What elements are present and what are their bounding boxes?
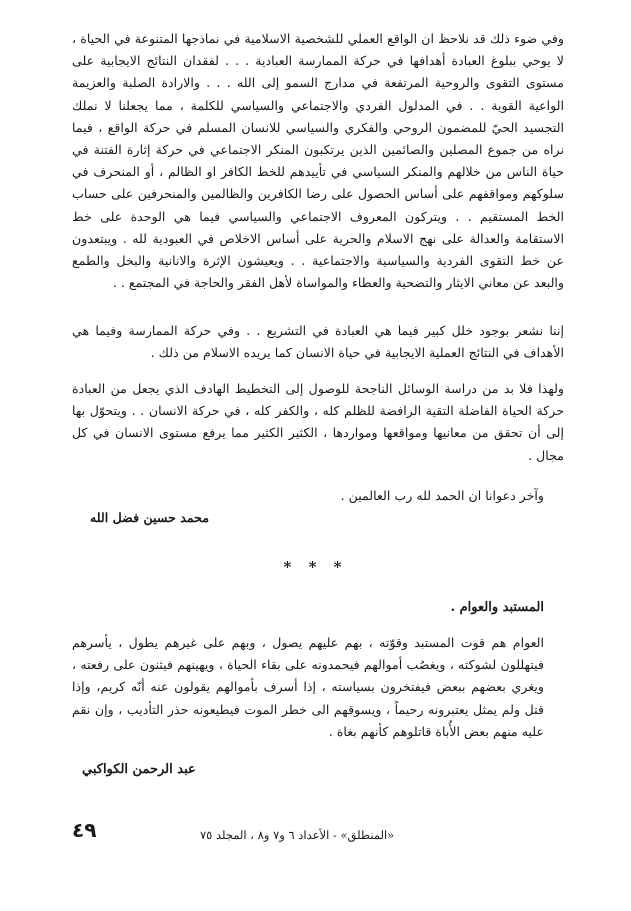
need-paragraph: ولهذا فلا بد من دراسة الوسائل الناجحة للوصول إلى التخطيط الهادف الذي يجعل من العبادة حركة الحياة الفاضلة التقية الرافضة للظلم كله ، والكفر كله ، في حركة الانسان . . ويتحوّل بها إلى أن تحقق من معانيها ومواقعها ومواردها ، الكثير الكثير مما يرفع مستوى الانسان في كل مجال . bbox=[72, 381, 564, 463]
quote-author-signature: عبد الرحمن الكواكبي bbox=[82, 762, 196, 777]
quote-section-title: المستبد والعوام . bbox=[450, 600, 544, 615]
closing-prayer-line: وآخر دعوانا ان الحمد لله رب العالمين . bbox=[340, 488, 544, 503]
page-number: ٤٩ bbox=[72, 818, 97, 842]
quote-paragraph: العوام هم قوت المستبد وقوّته ، بهم عليهم يصول ، وبهم على غيرهم يطول ، يأسرهم فيتهللون لشوكته ، ويغصُب أموالهم فيحمدونه على بقاء الحياة ، ويهينهم فيثنون على رفعته ، ويغري بعضهم ببعض فيفتخرون بسياسته ، إذا أسرف بأموالهم يقولون عنه أنّه كريم، وإذا قتل ولم يمثل يعتبرونه رحيماً ، ويسوقهم الى خطر الموت فيطيعونه حذر التأديب ، وإن نقم عليه منهم بعض الأُباة قاتلوهم كأنهم بغاة . bbox=[72, 635, 544, 739]
closing-section bbox=[72, 320, 564, 364]
quote-section bbox=[72, 632, 544, 743]
main-paragraph: وفي ضوء ذلك قد نلاحظ ان الواقع العملي للشخصية الاسلامية في نماذجها المتنوعة في الحياة ، لا يوحي ببلوغ العبادة أهدافها في حركة الممارسة العبادية . . . لفقدان النتائج الايجابية على مستوى التقوى والروحية المرتفعة في مدارج السمو إلى الله . . . والارادة الصلبة والعزيمة الواعية القوية . . في المدلول الفردي والاجتماعي والسياسي للكلمة ، مما يجعلنا لا نملك التجسيد الحيّ للمضمون الروحي والفكري والسياسي للانسان المسلم في حركة الواقع ، فيما نراه من جموع المصلين والصائمين الذين يرتكبون المنكر الاجتماعي في حركة إثارة الفتنة في حياة الناس من خلالهم والمنكر السياسي في تأييدهم للخط الكافر او الظالم ، أو المنحرف في سلوكهم ومواقفهم على أساس الحصول على رضا الكافرين والظالمين والمنحرفين على حساب الخط المستقيم . . ويتركون المعروف الاجتماعي والسياسي فيما هي الوحدة على خط الاستقامة والعدالة على نهج الاسلام والحرية على أساس الاخلاص في العبودية لله . ويبتعدون عن خط التقوى الفردية والسياسية والاجتماعية . . ويعيشون الإثرة والانانية والبخل والطمع والبعد عن معاني الايثار والتضحية والعطاء والمواساة لأهل الفقر والحاجة في المجتمع . . bbox=[72, 31, 564, 291]
section-separator: * * * bbox=[283, 558, 348, 576]
closing-paragraph: إننا نشعر بوجود خلل كبير فيما هي العبادة في التشريع . . وفي حركة الممارسة وفيما هي الأهداف في النتائج العملية الايجابية في حياة الانسان كما يريده الاسلام من ذلك . bbox=[72, 323, 564, 361]
publication-source: «المنطلق» - الأعداد ٦ و٧ و٨ ، المجلد ٧٥ bbox=[200, 828, 395, 842]
author-signature: محمد حسين فضل الله bbox=[90, 510, 210, 525]
conclusion-section bbox=[72, 378, 564, 467]
article-body bbox=[72, 28, 564, 294]
